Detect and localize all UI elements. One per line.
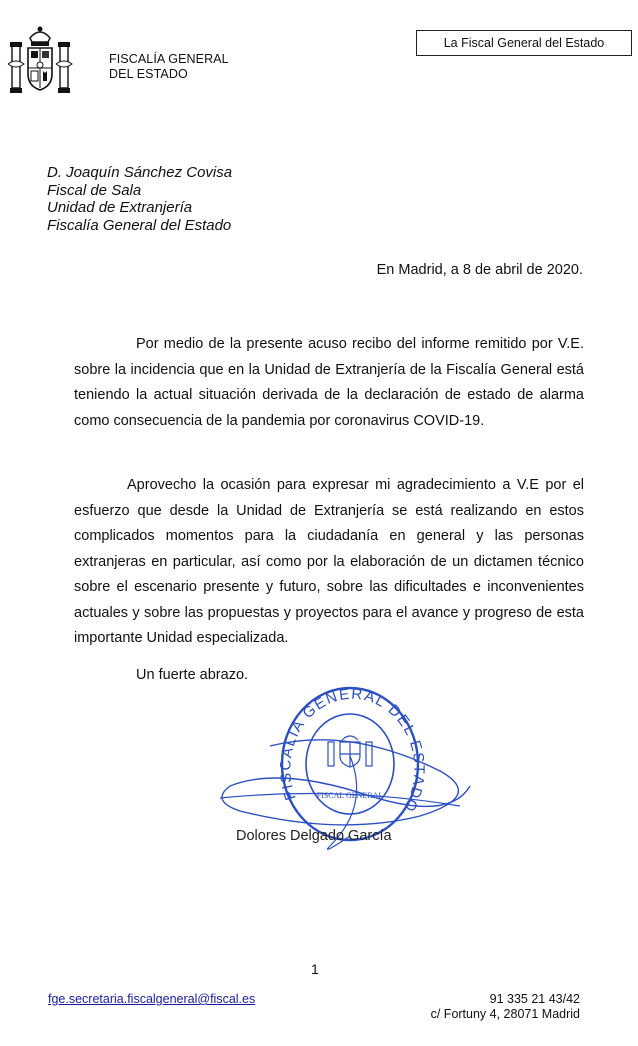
recipient-name: D. Joaquín Sánchez Covisa <box>47 164 233 181</box>
recipient-institution: Fiscalía General del Estado <box>47 216 232 234</box>
page-number: 1 <box>311 961 319 977</box>
stamp-text: FISCALIA GENERAL DEL ESTADO <box>277 686 428 816</box>
contact-block <box>431 992 580 1022</box>
phone-number: 91 335 21 43/42 <box>489 992 580 1006</box>
organization-name <box>109 52 229 82</box>
organization-line-1: FISCALÍA GENERAL <box>109 52 229 66</box>
recipient-block <box>47 164 232 234</box>
stamp-inner-text: FISCAL GENERAL <box>316 791 384 800</box>
body-paragraph-2: Aprovecho la ocasión para expresar mi agradecimiento a V.E por el esfuerzo que desde la Unidad de Extranjería se está realizando en estos complicados momentos para la ciudadanía en general y las personas extranjeras en particular, así como por la elaboración de un dictamen técnico sobre el escenario presente y futuro, sobre las dificultades e inconvenientes actuales y sobre las propuestas y proyectos para el avance y progreso de esta importante Unidad especializada. <box>74 477 584 646</box>
signer-name: Dolores Delgado García <box>236 828 392 844</box>
sender-role-box: La Fiscal General del Estado <box>416 30 632 56</box>
recipient-unit: Unidad de Extranjería <box>47 199 193 216</box>
spanish-coat-of-arms-icon <box>6 24 74 98</box>
recipient-title: Fiscal de Sala <box>47 181 142 199</box>
letter-date: En Madrid, a 8 de abril de 2020. <box>376 262 583 278</box>
closing-line: Un fuerte abrazo. <box>136 667 249 683</box>
postal-address: c/ Fortuny 4, 28071 Madrid <box>430 1007 580 1021</box>
email-link[interactable]: fge.secretaria.fiscalgeneral@fiscal.es <box>48 992 256 1006</box>
signature-stamp <box>200 686 490 876</box>
organization-line-2: DEL ESTADO <box>109 67 188 81</box>
body-paragraph-1: Por medio de la presente acuso recibo del informe remitido por V.E. sobre la incidencia que en la Unidad de Extranjería de la Fiscalía General está teniendo la actual situación derivada de la declaración de estado de alarma como consecuencia de la pandemia por coronavirus COVID-19. <box>74 336 584 429</box>
